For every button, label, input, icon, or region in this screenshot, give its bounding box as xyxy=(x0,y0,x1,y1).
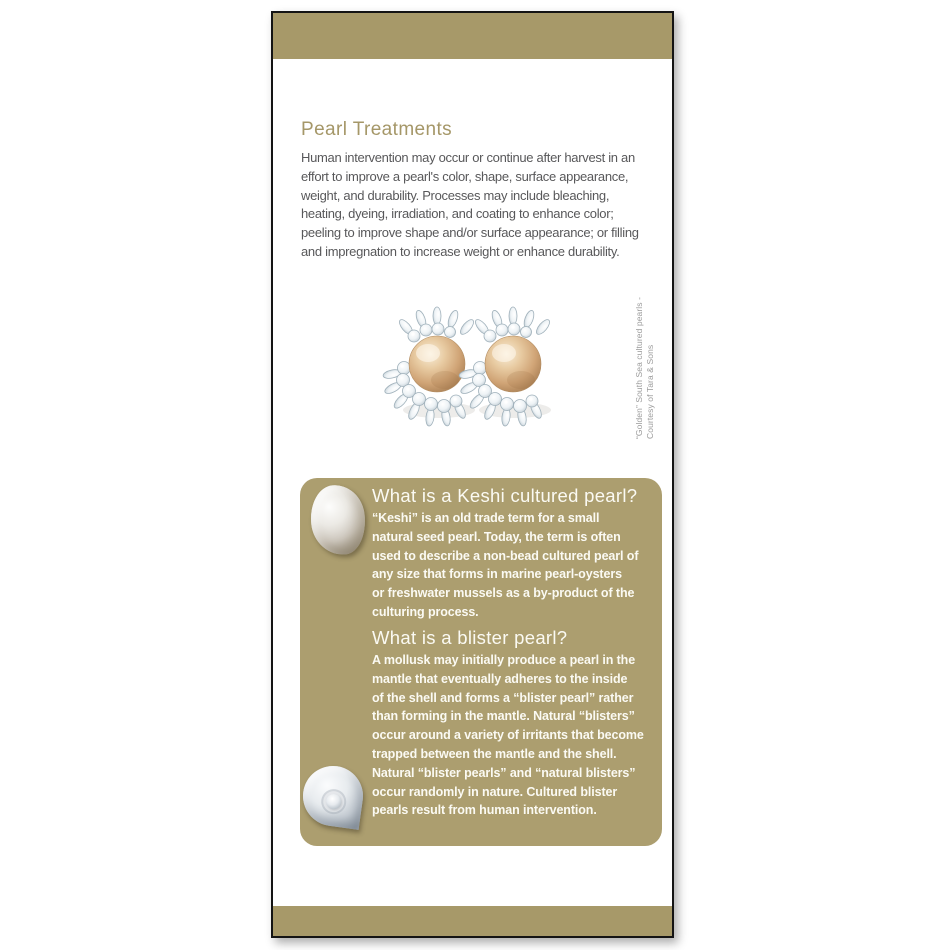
bottom-color-band xyxy=(273,906,672,936)
info-box xyxy=(300,478,662,846)
photo-credit-caption xyxy=(634,289,658,439)
page-title: Pearl Treatments xyxy=(301,119,453,140)
brochure-page xyxy=(271,11,674,938)
caption-line: Courtesy of Tara & Sons xyxy=(645,344,655,439)
keshi-pearl-photo xyxy=(307,482,368,557)
blister-body: A mollusk may initially produce a pearl in the mantle that eventually adheres to the inside of the shell and forms a “blister pearl” rather than forming in the mantle. Natural “blisters” occur around a variety of irritants that become trapped between the mantle and the shell. Natural “blister pearls” and “natural blisters” occur randomly in nature. Cultured blister pearls result from human intervention. xyxy=(372,653,644,818)
top-color-band xyxy=(273,13,672,59)
earrings-photo xyxy=(375,283,575,443)
blister-shell-photo xyxy=(299,762,367,830)
keshi-body: “Keshi” is an old trade term for a small natural seed pearl. Today, the term is often used to describe a non-bead cultured pearl of any size that forms in marine pearl-oysters or freshwater mussels as a by-product of the culturing process. xyxy=(372,511,639,619)
blister-pearl-bump xyxy=(325,793,342,810)
caption-line: “Golden” South Sea cultured pearls - xyxy=(634,296,644,439)
blister-heading: What is a blister pearl? xyxy=(372,627,568,648)
keshi-heading: What is a Keshi cultured pearl? xyxy=(372,485,638,506)
intro-paragraph: Human intervention may occur or continue after harvest in an effort to improve a pearl's color, shape, surface appearance, weight, and durability. Processes may include bleaching, heating, dyeing, irradiation, and coating to enhance color; peeling to improve shape and/or surface appearance; or filling and impregnation to increase weight or enhance durability. xyxy=(301,150,639,259)
